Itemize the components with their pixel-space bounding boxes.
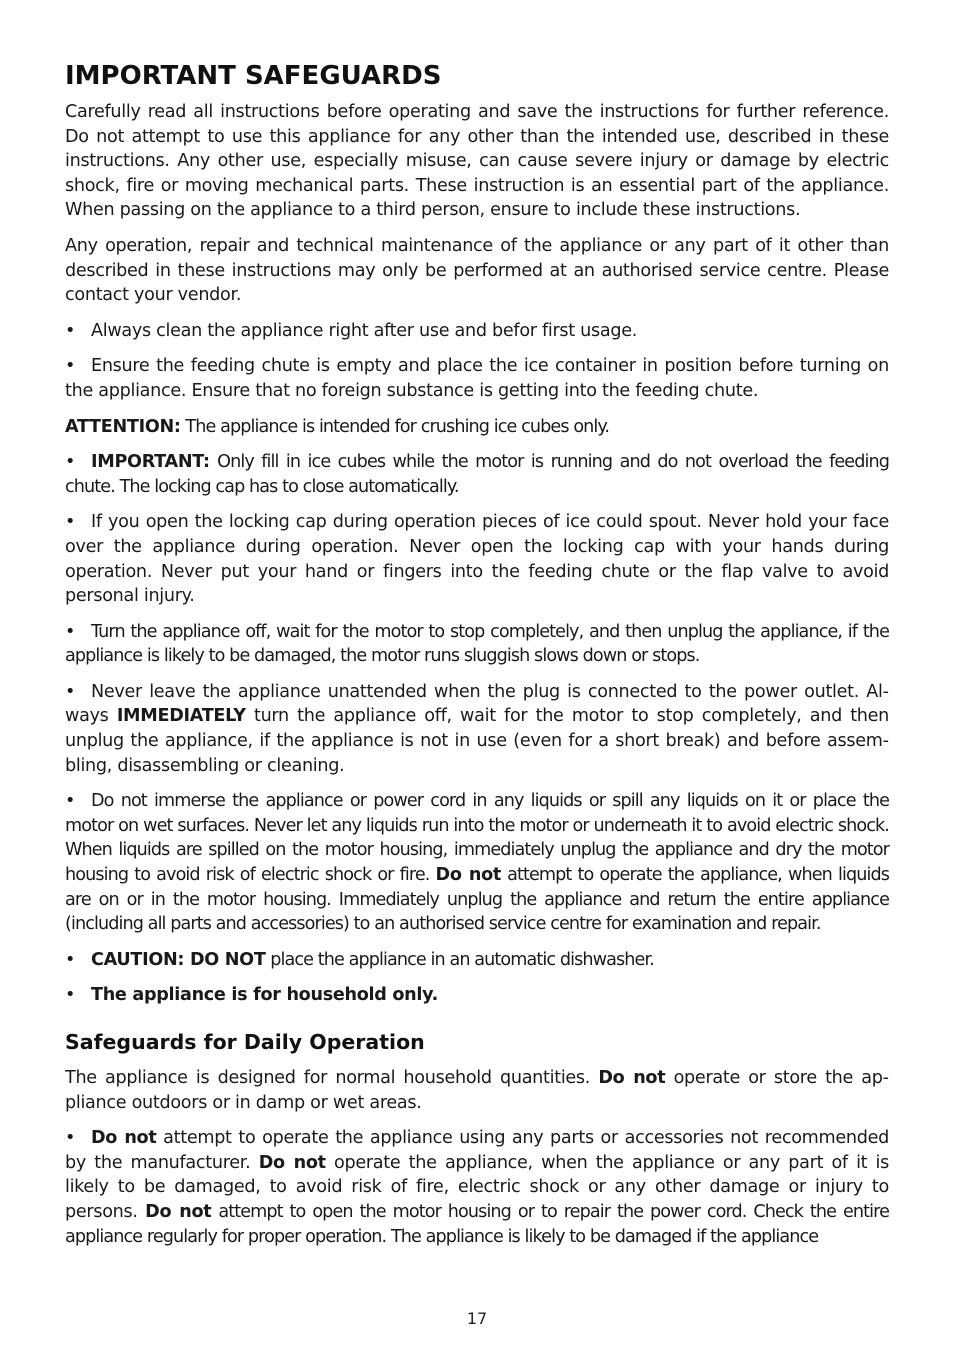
bullet-icon: • <box>65 320 76 341</box>
bullet-icon: • <box>65 356 76 377</box>
bullet-icon: • <box>65 1128 76 1149</box>
attention-note: ATTENTION: The appliance is intended for crushing ice cubes only. <box>65 416 610 437</box>
bullet-icon: • <box>65 512 76 533</box>
do-not-emphasis: Do not <box>258 1152 326 1173</box>
bullet-liquids: • Do not immerse the appliance or power cord in any liquids or spill any liquids on it or place the motor on wet surfaces. Never let any liquids run into the motor or underneath it to avoid electric shock. When liquids are spilled on the motor housing, immediately unplug the appliance and dry the motor housing to avoid risk of electric shock or fire. Do not attempt to operate the appliance, when liquids are on or in the motor housing. Immediately unplug the appliance and return the entire appliance (including all parts and accessories) to an authorised service centre for examination and repair. <box>65 791 889 935</box>
bullet-clean-before-use: • Always clean the appliance right after use and befor first usage. <box>65 319 889 344</box>
do-not-emphasis: Do not <box>435 865 501 886</box>
bullet-icon: • <box>65 985 76 1006</box>
bullet-unattended: • Never leave the appliance unattended when the plug is connected to the power outlet. Always IMMEDIATELY turn the appliance off, wait for the motor to stop completely, and then unplug the appliance, if the appliance is not in use (even for a short break) and before assembling, disassembling or cleaning. <box>65 681 890 776</box>
document-page <box>65 58 889 1260</box>
bullet-feeding-chute: • Ensure the feeding chute is empty and place the ice container in position before turning on the appliance. Ensure that no foreign substance is getting into the feeding chute. <box>65 356 889 401</box>
important-label: IMPORTANT: <box>91 452 210 473</box>
page-number: 17 <box>466 1309 488 1328</box>
bullet-accessories: • Do not attempt to operate the appliance using any parts or accessories not recommended by the manufacturer. Do not operate the appliance, when the appliance or any part of it is likely to be damaged, to avoid risk of fire, electric shock or any other damage or injury to persons. Do not attempt to open the motor housing or to repair the power cord. Check the entire appliance regularly for proper operation. The appliance is likely to be damaged if the appliance <box>65 1128 889 1247</box>
bullet-turn-off: • Turn the appliance off, wait for the motor to stop completely, and then unplug the appliance, if the appliance is likely to be damaged, the motor runs sluggish slows down or stops. <box>65 621 889 667</box>
bullet-icon: • <box>65 791 76 812</box>
bullet-icon: • <box>65 949 76 970</box>
bullet-icon: • <box>65 681 76 702</box>
intro-paragraph: Carefully read all instructions before operating and save the instructions for further reference. Do not attempt to use this appliance for any other than the intended use, described in these instructions. Any other use, especially misuse, can cause severe injury or damage by electric shock, fire or moving mechanical parts. These instruction is an essential part of the appliance. When passing on the appliance to a third person, ensure to include these instructions. <box>65 102 889 221</box>
service-paragraph: Any operation, repair and technical maintenance of the appliance or any part of it other than described in these instructions may only be performed at an authorised service centre. Please contact your vendor. <box>65 235 889 306</box>
page-title: IMPORTANT SAFEGUARDS <box>65 61 442 91</box>
bullet-icon: • <box>65 621 76 642</box>
immediately-emphasis: IMMEDIATELY <box>116 706 246 727</box>
do-not-emphasis: Do not <box>598 1068 666 1088</box>
caution-label: CAUTION: DO NOT <box>91 949 266 970</box>
bullet-household-only: • The appliance is for household only. <box>65 983 889 1008</box>
bullet-important-fill: • IMPORTANT: Only fill in ice cubes while the motor is running and do not overload the feeding chute. The locking cap has to close automatically. <box>65 452 889 497</box>
attention-label: ATTENTION: <box>65 416 181 437</box>
section-title: Safeguards for Daily Operation <box>65 1030 425 1054</box>
bullet-caution-dishwasher: • CAUTION: DO NOT place the appliance in an automatic dishwasher. <box>65 948 889 973</box>
do-not-emphasis: Do not <box>145 1201 212 1222</box>
do-not-emphasis: Do not <box>91 1128 157 1149</box>
bullet-locking-cap: • If you open the locking cap during operation pieces of ice could spout. Never hold your face over the appliance during operation. Never open the locking cap with your hands during operation. Never put your hand or fingers into the feeding chute or the flap valve to avoid personal injury. <box>65 512 889 607</box>
bullet-icon: • <box>65 452 76 473</box>
household-paragraph: The appliance is designed for normal household quantities. Do not operate or store the appliance outdoors or in damp or wet areas. <box>65 1068 890 1113</box>
